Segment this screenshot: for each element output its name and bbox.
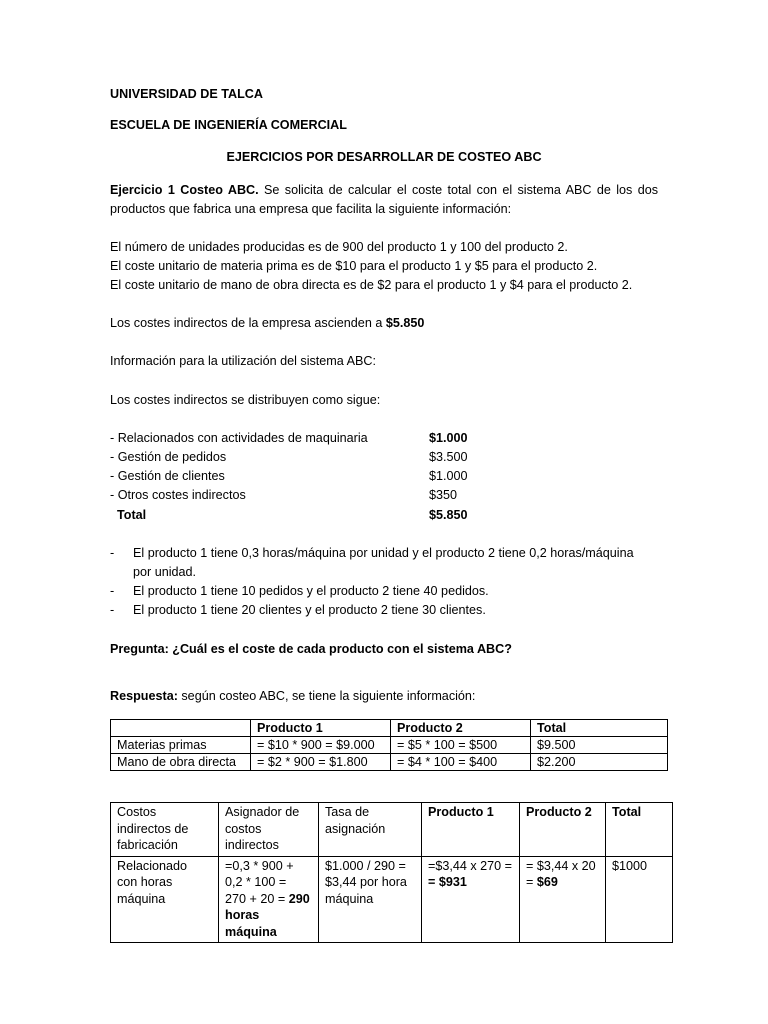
bullet-dash: - xyxy=(110,584,115,598)
table-cell: $1000 xyxy=(606,856,673,943)
table-cell: Mano de obra directa xyxy=(111,754,251,771)
direct-costs-table xyxy=(110,719,668,771)
header-line: indirectos de xyxy=(117,821,189,836)
cell-line: con horas xyxy=(117,875,173,889)
table-header-cell xyxy=(111,720,251,737)
material-line: El coste unitario de materia prima es de $10 para el producto 1 y $5 para el producto 2. xyxy=(110,259,598,273)
table-cell xyxy=(111,856,219,943)
cell-text: $931 xyxy=(438,875,467,889)
units-line: El número de unidades producidas es de 900 del producto 1 y 100 del producto 2. xyxy=(110,240,568,254)
bullet-text: El producto 1 tiene 10 pedidos y el producto 2 tiene 40 pedidos. xyxy=(133,584,489,598)
bullet-text: por unidad. xyxy=(133,565,197,579)
cell-text: = xyxy=(526,875,537,889)
cell-line: máquina xyxy=(225,924,277,939)
exercise-label: Ejercicio 1 Costeo ABC. xyxy=(110,183,259,197)
indirect-costs-value: $5.850 xyxy=(385,316,425,330)
table-cell: = $5 * 100 = $500 xyxy=(391,737,531,754)
table-row xyxy=(111,856,673,943)
cell-line: = $3,44 x 20 xyxy=(526,858,596,873)
distribution-item-label: - Gestión de clientes xyxy=(110,469,225,483)
table-header-cell xyxy=(319,803,422,857)
exercise-intro-line2: productos que fabrica una empresa que facilita la siguiente información: xyxy=(110,202,512,216)
question-text: Pregunta: ¿Cuál es el coste de cada producto con el sistema ABC? xyxy=(110,642,512,656)
distribution-item-value: $1.000 xyxy=(429,469,468,483)
cell-line: Relacionado xyxy=(117,858,188,873)
distribution-item-label: - Relacionados con actividades de maquinaria xyxy=(110,431,368,445)
cell-text: 290 xyxy=(288,891,310,906)
header-line: fabricación xyxy=(117,838,178,852)
cell-text: 270 + 20 = xyxy=(225,891,289,906)
header-line: costos xyxy=(225,821,262,836)
cell-line: =0,3 * 900 + xyxy=(225,858,294,873)
answer-line xyxy=(110,687,475,706)
table-cell xyxy=(319,856,422,943)
distribution-item-label: - Otros costes indirectos xyxy=(110,488,246,502)
indirect-costs-text: Los costes indirectos de la empresa ascienden a xyxy=(110,316,386,330)
exercise-intro xyxy=(110,181,658,200)
distribution-total-label: Total xyxy=(117,508,147,522)
distribution-item-value: $1.000 xyxy=(429,431,468,445)
table-header-cell: Total xyxy=(606,803,673,857)
table-cell xyxy=(422,856,520,943)
table-header-row xyxy=(111,720,668,737)
bullet-text: El producto 1 tiene 0,3 horas/máquina por unidad y el producto 2 tiene 0,2 horas/máquina xyxy=(133,546,634,560)
table-cell: = $4 * 100 = $400 xyxy=(391,754,531,771)
distribution-total-value: $5.850 xyxy=(429,508,468,522)
table-cell: = $2 * 900 = $1.800 xyxy=(251,754,391,771)
table-header-cell: Producto 1 xyxy=(422,803,520,857)
document-title: EJERCICIOS POR DESARROLLAR DE COSTEO ABC xyxy=(226,150,542,164)
table-header-cell xyxy=(111,803,219,857)
exercise-intro-line1: Se solicita de calcular el coste total con el sistema ABC de los dos xyxy=(264,183,658,197)
table-header-cell: Producto 2 xyxy=(520,803,606,857)
table-cell: Materias primas xyxy=(111,737,251,754)
bullet-dash: - xyxy=(110,603,115,617)
cell-line: =$3,44 x 270 = xyxy=(428,858,513,873)
header-line: Costos xyxy=(117,805,157,819)
school-name: ESCUELA DE INGENIERÍA COMERCIAL xyxy=(110,118,347,132)
cell-line: $1.000 / 290 = xyxy=(325,858,406,873)
answer-label: Respuesta: xyxy=(110,689,178,703)
cell-line xyxy=(225,891,312,908)
labor-line: El coste unitario de mano de obra directa es de $2 para el producto 1 y $4 para el producto 2. xyxy=(110,278,633,292)
answer-text: según costeo ABC, se tiene la siguiente información: xyxy=(177,689,476,703)
table-header-cell xyxy=(219,803,319,857)
table-header-cell: Total xyxy=(531,720,668,737)
cell-line: máquina xyxy=(325,891,374,906)
cell-line: horas xyxy=(225,908,260,922)
indirect-costs-line xyxy=(110,314,424,333)
table-header-cell: Producto 2 xyxy=(391,720,531,737)
table-header-cell: Producto 1 xyxy=(251,720,391,737)
header-line: Asignador de xyxy=(225,805,300,819)
indirect-costs-table xyxy=(110,802,673,943)
bullet-text: El producto 1 tiene 20 clientes y el producto 2 tiene 30 clientes. xyxy=(133,603,486,617)
table-header-row xyxy=(111,803,673,857)
table-row xyxy=(111,754,668,771)
distribution-item-label: - Gestión de pedidos xyxy=(110,450,227,464)
cell-line xyxy=(428,874,513,891)
bullet-dash: - xyxy=(110,546,115,560)
table-cell: $2.200 xyxy=(531,754,668,771)
distribution-item-value: $3.500 xyxy=(429,450,468,464)
header-line: asignación xyxy=(325,821,386,836)
distribution-item-value: $350 xyxy=(429,488,458,502)
abc-info-line: Información para la utilización del sistema ABC: xyxy=(110,354,376,368)
header-line: indirectos xyxy=(225,838,279,852)
cell-text: $69 xyxy=(536,875,558,889)
cell-line: máquina xyxy=(117,891,166,906)
cell-text: = xyxy=(428,875,439,889)
header-line: Tasa de xyxy=(325,805,370,819)
table-cell xyxy=(219,856,319,943)
table-cell xyxy=(520,856,606,943)
cell-line xyxy=(526,874,599,891)
cell-line: $3,44 por hora xyxy=(325,875,407,889)
distribution-intro: Los costes indirectos se distribuyen como sigue: xyxy=(110,393,381,407)
table-cell: = $10 * 900 = $9.000 xyxy=(251,737,391,754)
table-cell: $9.500 xyxy=(531,737,668,754)
university-name: UNIVERSIDAD DE TALCA xyxy=(110,87,263,101)
cell-line: 0,2 * 100 = xyxy=(225,875,287,889)
table-row xyxy=(111,737,668,754)
